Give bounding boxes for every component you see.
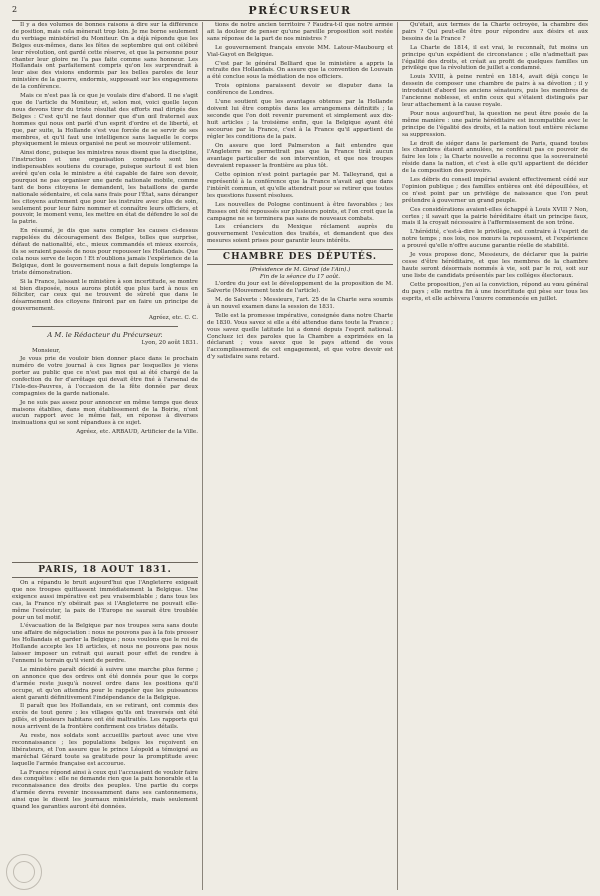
paragraph: Le droit de siéger dans le parlement de Paris, quand toutes les chambres étaient annulées, ne conférait pas ce pouvoir de faire les lois ; la Charte nouvelle a reconnu que la souveraineté réside dans la nation, et c'est à elle qu'il appartient de décider de la composition des pouvoirs. xyxy=(402,140,588,175)
section-heading: PARIS, 18 AOUT 1831. xyxy=(12,562,198,578)
dateline: Lyon, 20 août 1831. xyxy=(141,340,198,347)
library-stamp xyxy=(6,854,42,890)
paragraph: Si la France, laissant le ministère à son incertitude, se montre si bien disposée, nous aurons plutôt que plus tard à nous en féliciter, car ceux qui ne trouvent de sûreté que dans le désarmement des citoyens finiront par en faire un principe de gouvernement. xyxy=(12,278,198,313)
paragraph: Je vous propose donc, Messieurs, de déclarer que la pairie cesse d'être héréditaire, et que les membres de la chambre haute seront désormais nommés à vie, soit par le roi, soit sur une liste de candidats présentés par les colléges électoraux. xyxy=(402,252,588,279)
page-number: 2 xyxy=(12,5,18,14)
paragraph: L'hérédité, c'est-à-dire le privilège, est contraire à l'esprit de notre temps ; nos lois, nos mœurs la repoussent, et l'expérience a prouvé qu'elle n'offre aucune garantie réelle de stabilité. xyxy=(402,229,588,250)
paragraph: Le ministère paraît décidé à suivre une marche plus ferme ; on annonce que des ordres ont été donnés pour que le corps d'armée reste jusqu'à nouvel ordre dans les positions qu'il occupe, et qu'on attendra pour le rappeler que les puissances aient garanti définitivement l'indépendance de la Belgique. xyxy=(12,666,198,701)
paragraph: Le gouvernement français envoie MM. Latour-Maubourg et Vial-Gayot en Belgique. xyxy=(207,44,393,58)
paragraph: La Charte de 1814, il est vrai, le reconnaît, fut moins un principe qu'un expédient de circonstance ; elle n'admettait pas l'égalité des droits, et créait au profit de quelques familles un privilège que la révolution de juillet a condamné. xyxy=(402,44,588,72)
paris-section xyxy=(12,558,198,890)
section-heading: CHAMBRE DES DÉPUTÉS. xyxy=(207,249,393,265)
paragraph: La France répond ainsi à ceux qui l'accusaient de vouloir faire des conquêtes : elle ne demande rien que la paix honorable et la reconnaissance des droits des peuples. Une partie du corps d'armée devra revenir incessamment dans ses cantonnemens, ainsi que le disent les journaux ministériels, mais seulement quand les garanties auront été données. xyxy=(12,769,198,811)
signature: Agréez, etc. ARBAUD, Artificier de la Ville. xyxy=(76,429,198,436)
paragraph: Cette proposition, j'en ai la conviction, répond au vœu général du pays ; elle mettra fin à une incertitude qui pèse sur tous les esprits, et elle achèvera l'œuvre commencée en juillet. xyxy=(402,281,588,302)
paragraph: Ces considérations avaient-elles échappé à Louis XVIII ? Non, certes ; il savait que la pairie héréditaire était un principe faux, mais il la croyait nécessaire à l'affermissement de son trône. xyxy=(402,206,588,227)
signature: Agréez, etc. C. C. xyxy=(148,315,198,322)
letter-heading: A M. le Rédacteur du Précurseur. xyxy=(47,331,163,340)
paragraph: Cette opinion n'est point partagée par M. Talleyrand, qui a représenté à la conférence que la France n'avait agi que dans l'intérêt commun, et qu'elle attendrait pour se retirer que toutes les questions fussent résolues. xyxy=(207,172,393,199)
paragraph: Il paraît que les Hollandais, en se retirant, ont commis des excès de tout genre ; les villages qu'ils ont traversés ont été pillés, et plusieurs habitans ont été maltraités. Les rapports qui nous arrivent de la frontière confirment ces tristes détails. xyxy=(12,703,198,731)
paragraph: Je ne suis pas assez pour annoncer en même temps que deux maisons établies, dans mon établissement de la Boirie, n'ont aucun rapport avec le même fait, en réponse à diverses insinuations qui se sont répandues à ce sujet. xyxy=(12,399,198,427)
paragraph: Ainsi donc, puisque les ministres nous disent que la discipline, l'instruction et une organisation compacte sont les indispensables soutiens du courage, puisque surtout il est bien avéré qu'en cela le ministre a été capable de faire son devoir, pourquoi ne pas organiser une garde nationale mobile, comme tant de bons citoyens le demandent, les bataillons de garde nationale sédentaire, et cela sans frais pour l'État, sans déranger les citoyens autrement que pour les instruire avec plus de soin, seulement pour leur faire nommer et connaître leurs officiers, et pouvoir, le moment venu, les mettre en état de défendre le sol de la patrie. xyxy=(12,150,198,226)
paragraph: En résumé, je dis que sans compter les causes ci-dessus rappelées du découragement des Belges, telles que surprise, défaut de nationalité, etc., mieux commandés et mieux exercés, ils se seraient passés de nous pour repousser les Hollandais. Que cela nous serve de leçon ! Et n'oublions jamais l'expérience de la Belgique, dont le gouvernement nous a fait depuis longtemps la triste démonstration. xyxy=(12,228,198,276)
column-rule xyxy=(202,22,203,890)
divider xyxy=(32,326,178,327)
paragraph: On a répandu le bruit aujourd'hui que l'Angleterre exigeait que nos troupes quittassent immédiatement la Belgique. Une exigence aussi impérative est peu vraisemblable ; dans tous les cas, la France n'y obéirait pas si l'Angleterre ne pouvait elle-même l'exécuter, la paix de l'Europe ne saurait être troublée pour un tel motif. xyxy=(12,580,198,621)
column-3 xyxy=(402,22,588,890)
paragraph: Les créanciers du Mexique réclament auprès du gouvernement l'exécution des traités, et demandent que des mesures soient prises pour garantir leurs intérêts. xyxy=(207,224,393,245)
paragraph: Au reste, nos soldats sont accueillis partout avec une vive reconnaissance ; les populations belges les reçoivent en libérateurs, et l'on assure que le prince Léopold a témoigné au maréchal Gérard toute sa gratitude pour la promptitude avec laquelle l'armée française est accourue. xyxy=(12,733,198,767)
paragraph: Telle est la promesse impérative, consignée dans notre Charte de 1830. Vous savez si elle a été attendue dans toute la France ; vous savez quelle latitude lui a donné depuis l'esprit national. Concluez ici des paroles que la Chambre a exprimées en la déclarant ; vous savez que le pays attend de vous l'accomplissement de cet engagement, et que votre devoir est d'y satisfaire sans retard. xyxy=(207,312,393,361)
paragraph: Pour nous aujourd'hui, la question ne peut être posée de la même manière : une pairie héréditaire est incompatible avec le principe de l'égalité des droits, et la nation tout entière réclame sa suppression. xyxy=(402,110,588,138)
paragraph: L'ordre du jour est le développement de la proposition de M. Salverte (Mouvement texte de l'article). xyxy=(207,281,393,295)
paragraph: L'une soutient que les avantages obtenus par la Hollande doivent lui être comptés dans les arrangemens définitifs ; la seconde que l'on doit revenir purement et simplement aux dix-huit articles ; la troisième enfin, que la Belgique ayant été secourue par la France, c'est à la France qu'il appartient de régler les conditions de la paix. xyxy=(207,99,393,140)
paragraph: Louis XVIII, à peine rentré en 1814, avait déjà conçu le dessein de composer une chambre de pairs à sa dévotion ; il y introduisit d'abord les anciens sénateurs, puis les membres de l'ancienne noblesse, et enfin ceux qui s'étaient distingués par leur attachement à la cause royale. xyxy=(402,74,588,108)
column-rule xyxy=(397,22,398,890)
salutation: Monsieur, xyxy=(32,348,61,355)
paragraph: C'est par le général Belliard que le ministère a appris la retraite des Hollandais. On assure que la convention de Louvain a été conclue sous la médiation de nos officiers. xyxy=(207,60,393,81)
masthead: PRÉCURSEUR xyxy=(248,4,352,17)
paragraph: tions de notre ancien territoire ? Faudra-t-il que notre armée ait la douleur de penser qu'une pareille proposition soit restée sans réponse de la part de nos ministres ? xyxy=(207,22,393,42)
section-subheading: (Présidence de M. Girod (de l'Ain).) xyxy=(249,267,351,274)
page-header xyxy=(12,2,588,21)
paragraph: Les débris du conseil impérial avaient effectivement cédé sur l'opinion publique ; des familles entières ont été dépouillées, et ce n'est point par un privilège de naissance que l'on peut prétendre à gouverner un grand peuple. xyxy=(402,177,588,204)
column-2 xyxy=(207,22,393,890)
paragraph: Qu'était, aux termes de la Charte octroyée, la chambre des pairs ? Qui peut-elle être pour répondre aux désirs et aux besoins de la France ? xyxy=(402,22,588,42)
paragraph: Les nouvelles de Pologne continuent à être favorables ; les Russes ont été repoussés sur plusieurs points, et l'on croit que la campagne ne se terminera pas sans de nouveaux combats. xyxy=(207,201,393,222)
paragraph: Trois opinions paraissent devoir se disputer dans la conférence de Londres. xyxy=(207,83,393,97)
paragraph: M. de Salverte : Messieurs, l'art. 25 de la Charte sera soumis à un nouvel examen dans la session de 1831. xyxy=(207,297,393,310)
paragraph: L'évacuation de la Belgique par nos troupes sera sans doute une affaire de négociation : nous ne pouvons pas à la fois presser les Hollandais et garder la Belgique ; nous voulons que le roi de Hollande accepte les 18 articles, et nous ne pouvons pas nous laisser imposer un retrait qui aurait pour effet de rendre à l'ennemi le terrain qu'il vient de perdre. xyxy=(12,623,198,664)
paragraph: Mais ce n'est pas là ce que je voulais dire d'abord. Il ne s'agit que de l'article du Moniteur, et, selon moi, voici quelle leçon nous devons tirer du triste résultat des efforts mal dirigés des Belges : C'est qu'il ne faut donner que d'un œil fraternel aux hommes qui nous ont parlé d'un esprit d'ordre et de liberté, et que, par suite, la Hollande s'est vue forcée de se servir de ses membres, et qu'il faut une intelligence sans laquelle le corps physiquement le mieux organisé ne peut se mouvoir utilement. xyxy=(12,93,198,148)
paragraph: Il y a des volumes de bonnes raisons à dire sur la différence de position, mais cela mènerait trop loin. Je me borne seulement du verbiage ministériel du Moniteur. On a déjà répondu que les Belges eux-mêmes, dans les fêtes de septembre qui ont célébré leur révolution, ont gardé cette réserve, et que la personne pour chanter leur gloire ne l'a pas faite comme sans honneur. Les Hollandais ont parfaitement compris qu'on les surprendrait à leur aise des visions endormis par les belles paroles de leur ministère de la guerre, endormis, supposant sur les engagemens de la conférence. xyxy=(12,22,198,91)
section-subheading: Fin de la séance du 17 août. xyxy=(259,274,341,281)
paragraph: Je vous prie de vouloir bien donner place dans le prochain numéro de votre journal à ces lignes par lesquelles je viens porter au public que ce n'est pas moi qui ai été chargé de la confection du fer d'arrêtage qui devait être fixé à l'arsenal de l'Isle-des-Pauvres, à l'occasion de la fête donnée par deux compagnies de la garde nationale. xyxy=(12,356,198,397)
paragraph: On assure que lord Palmerston a fait entendre que l'Angleterre ne permettrait pas que la France tirât aucun avantage particulier de son intervention, et que nos troupes devraient repasser la frontière au plus tôt. xyxy=(207,142,393,170)
